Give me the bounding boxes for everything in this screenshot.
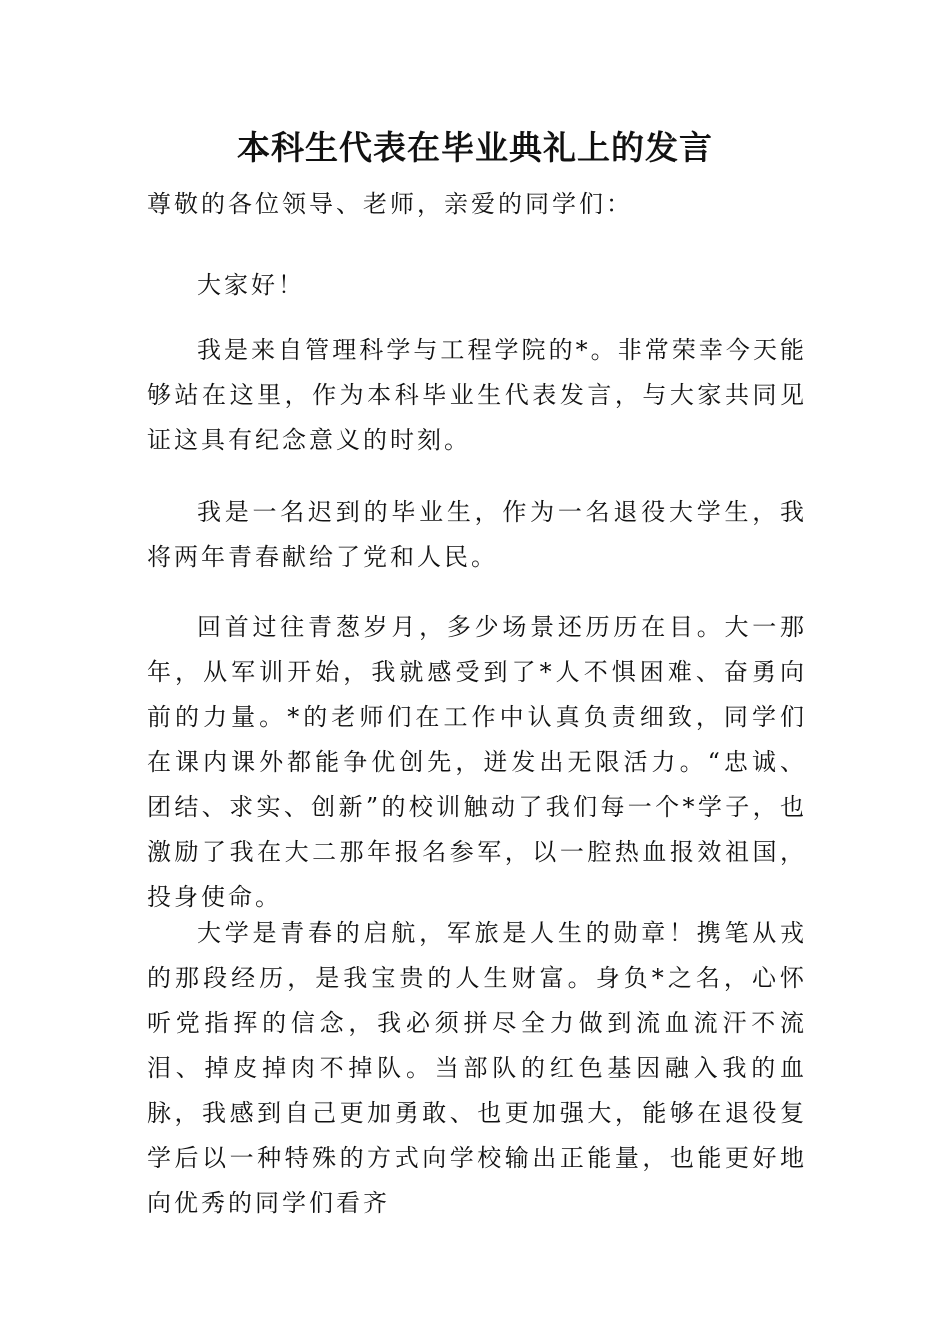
paragraph-greeting: 大家好！ xyxy=(197,271,305,299)
paragraph-introduction: 我是来自管理科学与工程学院的*。非常荣幸今天能够站在这里，作为本科毕业生代表发言，与大家共同见证这具有纪念意义的时刻。 xyxy=(147,336,807,454)
paragraph-military: 大学是青春的启航，军旅是人生的勋章！携笔从戎的那段经历，是我宝贵的人生财富。身负*之名，心怀听党指挥的信念，我必须拼尽全力做到流血流汗不流泪、掉皮掉肉不掉队。当部队的红色基因融入我的血脉，我感到自己更加勇敢、也更加强大，能够在退役复学后以一种特殊的方式向学校输出正能量，也能更好地向优秀的同学们看齐 xyxy=(147,919,807,1217)
paragraph-memories: 回首过往青葱岁月，多少场景还历历在目。大一那年，从军训开始，我就感受到了*人不惧困难、奋勇向前的力量。*的老师们在工作中认真负责细致，同学们在课内课外都能争优创先，迸发出无限活力。“忠诚、团结、求实、创新”的校训触动了我们每一个*学子，也激励了我在大二那年报名参军，以一腔热血报效祖国，投身使命。 xyxy=(147,613,807,911)
salutation: 尊敬的各位领导、老师，亲爱的同学们： xyxy=(147,190,633,218)
page-title: 本科生代表在毕业典礼上的发言 xyxy=(237,128,713,167)
paragraph-late-graduate: 我是一名迟到的毕业生，作为一名退役大学生，我将两年青春献给了党和人民。 xyxy=(147,498,807,571)
